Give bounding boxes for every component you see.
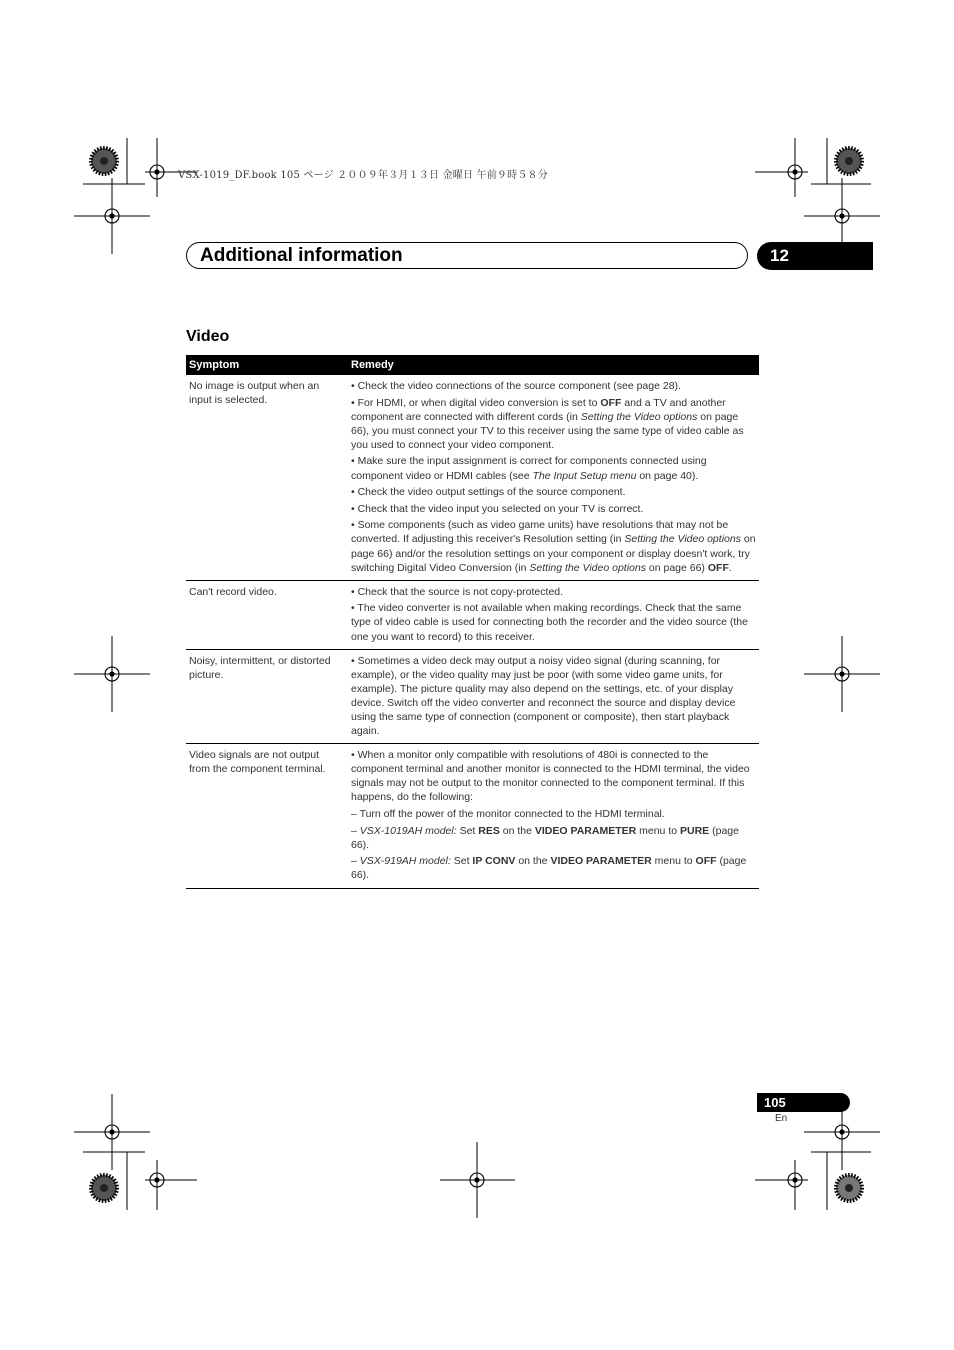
remedy-cell (348, 649, 759, 744)
remedy-item (351, 502, 756, 516)
remedy-text: OFF (600, 396, 622, 409)
symptom-cell: Video signals are not output from the component terminal. (186, 744, 348, 888)
language-code: En (775, 1113, 788, 1124)
remedy-text: • Sometimes a video deck may output a noisy video signal (during scanning, for example), or the video quality may just be poor (with some video game units, for example). The picture quality may also depend on the settings, etc. of your display device. Switch off the video converter and reconnect the source and display device using the same type of connection (component or composite), then start playback again. (351, 654, 736, 738)
remedy-text: menu to (636, 824, 680, 837)
symptom-cell: No image is output when an input is selected. (186, 375, 348, 580)
column-header-symptom: Symptom (186, 355, 348, 375)
remedy-item (351, 654, 756, 739)
section-title: Video (186, 328, 230, 345)
remedy-text: VSX-1019AH model: (359, 824, 457, 837)
remedy-text: (page 66). (351, 855, 747, 882)
remedy-text: menu to (651, 855, 696, 868)
remedy-item (351, 854, 756, 882)
remedy-text: – (351, 855, 360, 868)
remedy-text: • Make sure the input assignment is correct for components connected using component video or HDMI cables (see (351, 455, 707, 482)
remedy-text: OFF (707, 561, 729, 574)
remedy-item (351, 807, 756, 821)
remedy-item (351, 601, 756, 643)
remedy-text: • Check the video output settings of the source component. (351, 486, 626, 499)
table-row (186, 580, 759, 649)
page-number: 105 (764, 1095, 786, 1110)
remedy-text: on page 40). (636, 469, 699, 482)
remedy-text: . (728, 561, 732, 574)
remedy-text: on the (499, 824, 535, 837)
page-title: Additional information (200, 245, 403, 266)
symptom-cell: Can't record video. (186, 580, 348, 649)
remedy-item (351, 824, 756, 852)
remedy-text: IP CONV (472, 855, 516, 868)
remedy-text: – Turn off the power of the monitor connected to the HDMI terminal. (351, 808, 665, 821)
remedy-text: • Some components (such as video game units) have resolutions that may not be converted. If adjusting this receiver's Resolution setting (in (351, 519, 729, 546)
remedy-text: on page 66) and/or the resolution settings on your component or display doesn't work, try switching Digital Video Conversion (in (351, 533, 756, 574)
remedy-item (351, 585, 756, 599)
remedy-text: • Check that the video input you selected on your TV is correct. (351, 502, 644, 515)
remedy-text: VIDEO PARAMETER (550, 855, 652, 868)
remedy-text: The Input Setup menu (532, 469, 637, 482)
remedy-text: on page 66), you must connect your TV to this receiver using the same type of video cable as you used to connect your video component. (351, 410, 744, 451)
remedy-item (351, 485, 756, 499)
remedy-text: Set (450, 855, 473, 868)
remedy-item (351, 379, 756, 393)
remedy-text: • Check the video connections of the source component (see page 28). (351, 380, 681, 392)
remedy-cell (348, 580, 759, 649)
remedy-text: and a TV and another component are connected with different cords (in (351, 396, 726, 423)
table-row (186, 375, 759, 580)
remedy-item (351, 748, 756, 804)
print-info: VSX-1019_DF.book 105 ページ ２００９年３月１３日 金曜日 午前９時５８分 (178, 170, 548, 181)
remedy-text: RES (478, 824, 500, 837)
remedy-cell (348, 744, 759, 888)
remedy-text: • The video converter is not available when making recordings. Check that the same type of video cable is used for connecting both the recorder and the video source (the one you want to record) to this receiver. (351, 602, 748, 643)
remedy-cell (348, 375, 759, 580)
remedy-text: VIDEO PARAMETER (534, 824, 637, 837)
remedy-text: OFF (695, 855, 717, 868)
remedy-item (351, 396, 756, 452)
troubleshooting-table (186, 355, 759, 889)
remedy-text: on the (515, 855, 551, 868)
remedy-item (351, 454, 756, 482)
remedy-text: Setting the Video options (529, 561, 646, 574)
remedy-text: (page 66). (351, 824, 739, 851)
remedy-text: Setting the Video options (624, 533, 741, 546)
remedy-item (351, 518, 756, 574)
table-row (186, 744, 759, 888)
remedy-text: • When a monitor only compatible with resolutions of 480i is connected to the component terminal and another monitor is connected to the HDMI terminal, the video signals may not be output to the monitor connected to the component terminal. If this happens, do the following: (351, 749, 750, 804)
table-row (186, 649, 759, 744)
remedy-text: • Check that the source is not copy-protected. (351, 585, 564, 598)
table-header-row (186, 355, 759, 375)
column-header-remedy: Remedy (348, 355, 759, 375)
remedy-text: VSX-919AH model: (359, 855, 451, 868)
remedy-text: • For HDMI, or when digital video conversion is set to (351, 396, 601, 409)
remedy-text: – (351, 824, 360, 837)
chapter-number: 12 (770, 246, 789, 265)
remedy-text: PURE (680, 824, 710, 837)
remedy-text: Set (456, 824, 479, 837)
symptom-cell: Noisy, intermittent, or distorted picture. (186, 649, 348, 744)
remedy-text: on page 66) (645, 561, 708, 574)
remedy-text: Setting the Video options (580, 410, 698, 423)
